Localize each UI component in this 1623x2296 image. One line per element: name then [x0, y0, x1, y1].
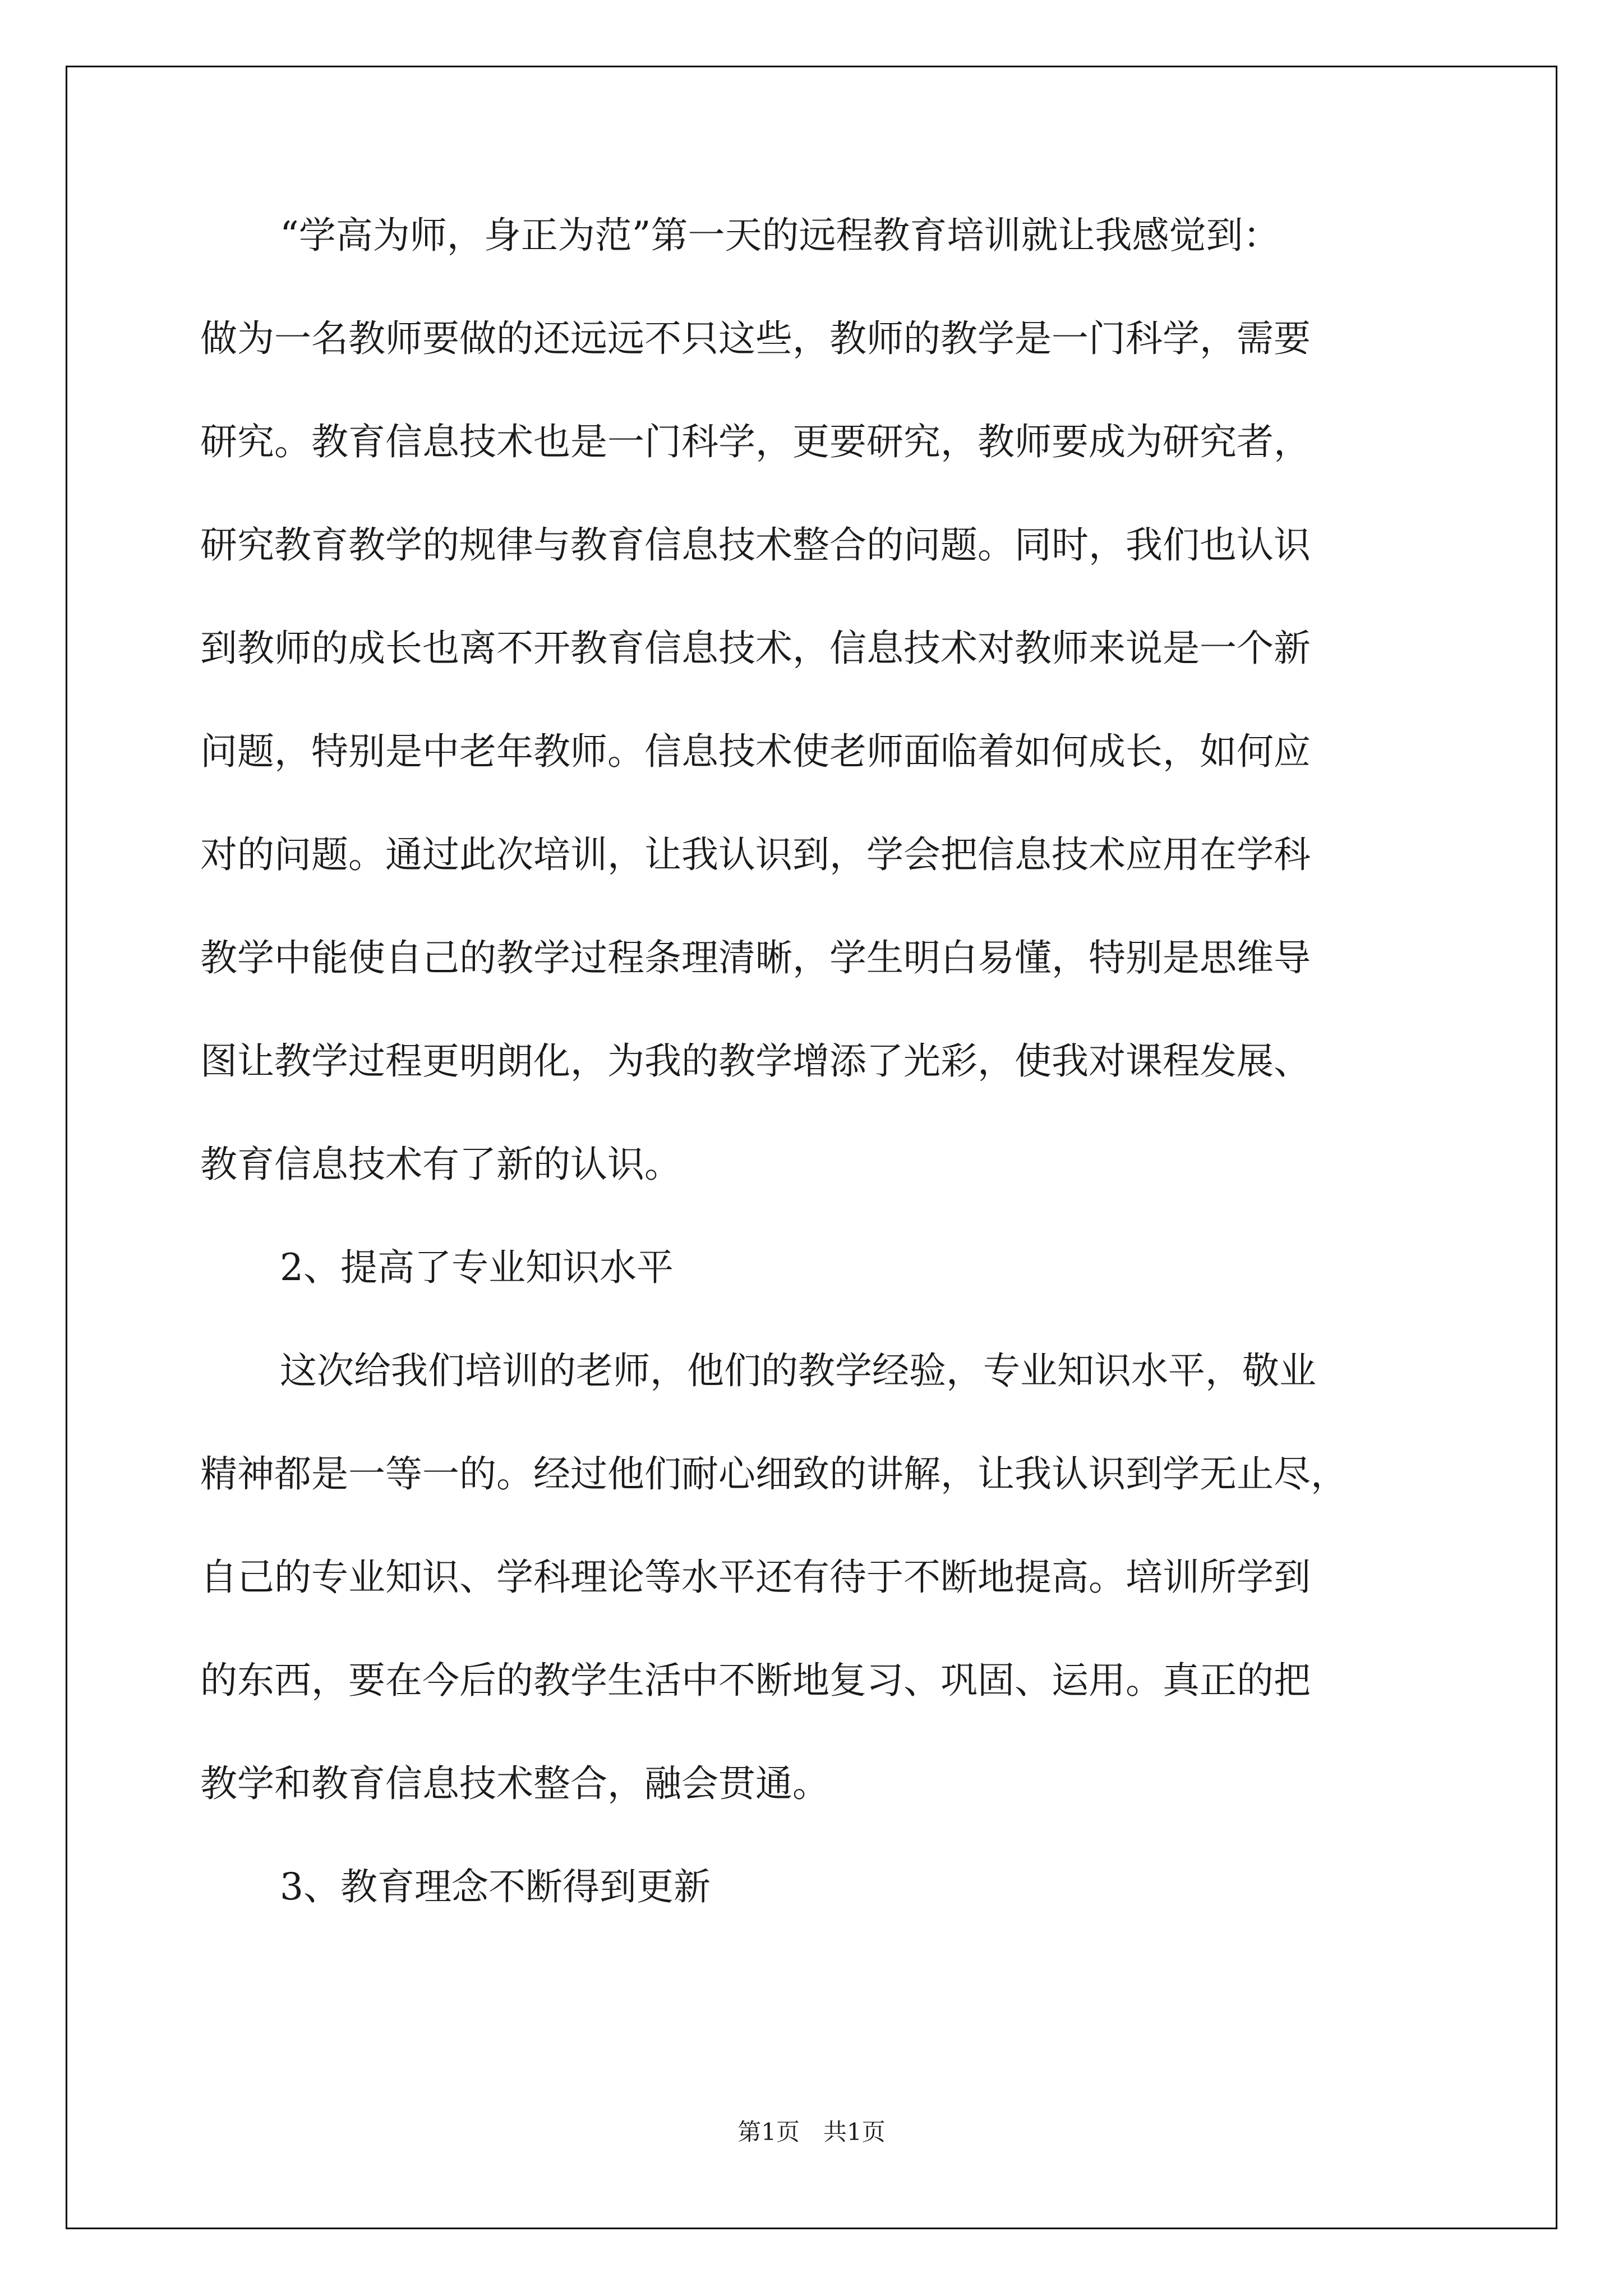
- text-line: 图让教学过程更明朗化，为我的教学增添了光彩，使我对课程发展、: [200, 1039, 1311, 1083]
- text-line: 教学和教育信息技术整合，融会贯通。: [200, 1762, 829, 1805]
- text-line: 自己的专业知识、学科理论等水平还有待于不断地提高。培训所学到: [200, 1556, 1311, 1599]
- text-line: 研究教育教学的规律与教育信息技术整合的问题。同时，我们也认识: [200, 523, 1311, 567]
- text-line: 对的问题。通过此次培训，让我认识到，学会把信息技术应用在学科: [200, 833, 1311, 876]
- text-line: 教学中能使自己的教学过程条理清晰，学生明白易懂，特别是思维导: [200, 936, 1311, 979]
- section-heading: 3、教育理念不断得到更新: [280, 1865, 711, 1908]
- text-line: 做为一名教师要做的还远远不只这些，教师的教学是一门科学，需要: [200, 317, 1311, 360]
- text-line: “学高为师，身正为范”第一天的远程教育培训就让我感觉到：: [280, 214, 1280, 257]
- text-line: 教育信息技术有了新的认识。: [200, 1143, 681, 1186]
- text-line: 这次给我们培训的老师，他们的教学经验，专业知识水平，敬业: [280, 1349, 1316, 1392]
- page-footer: 第1页 共1页: [737, 2118, 886, 2146]
- text-line: 研究。教育信息技术也是一门科学，更要研究，教师要成为研究者，: [200, 420, 1311, 463]
- text-line: 问题，特别是中老年教师。信息技术使老师面临着如何成长，如何应: [200, 730, 1311, 773]
- text-line: 的东西，要在今后的教学生活中不断地复习、巩固、运用。真正的把: [200, 1659, 1311, 1702]
- text-line: 精神都是一等一的。经过他们耐心细致的讲解，让我认识到学无止尽，: [200, 1452, 1348, 1496]
- section-heading: 2、提高了专业知识水平: [280, 1246, 674, 1289]
- text-line: 到教师的成长也离不开教育信息技术，信息技术对教师来说是一个新: [200, 627, 1311, 670]
